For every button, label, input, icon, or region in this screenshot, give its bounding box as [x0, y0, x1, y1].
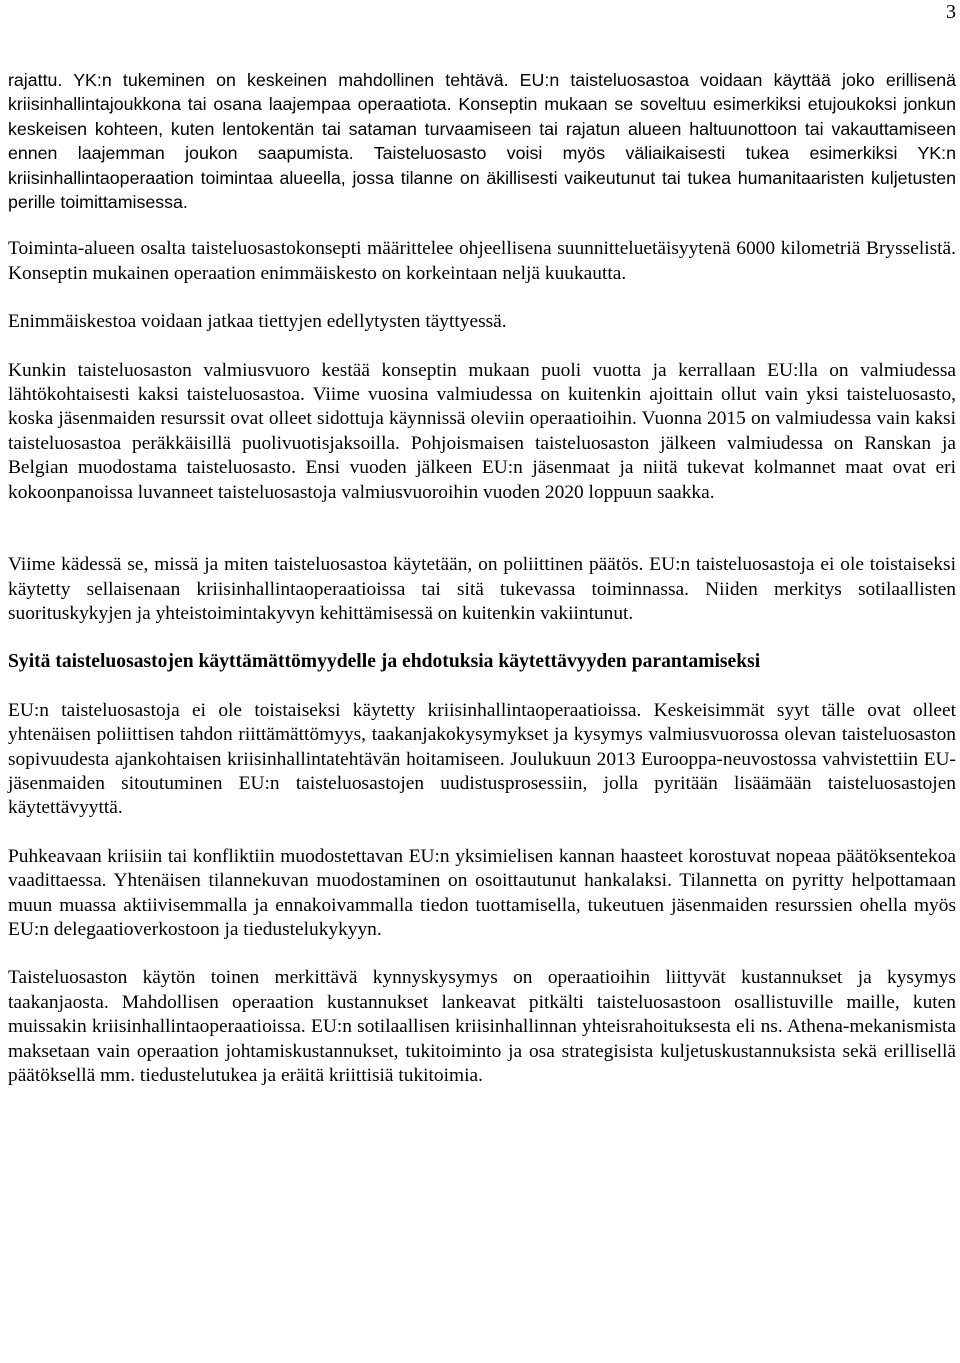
paragraph-duration-extension: Enimmäiskestoa voidaan jatkaa tiettyjen edellytysten täyttyessä.: [8, 311, 507, 333]
paragraph-standby-rotation: Kunkin taisteluosaston valmiusvuoro kestää konseptin mukaan puoli vuotta ja kerrallaan EU:lla on valmiudessa lähtökohtaisesti kaksi taisteluosastoa. Viime vuosina valmiudessa on kuitenkin ajoittain ollut vain yksi taisteluosasto, koska jäsenmaiden resurssit ovat olleet sidottuja käynnissä oleviin operaatioihin. Vuonna 2015 on valmiudessa vain kaksi taisteluosastoa peräkkäisillä puolivuotisjaksoilla. Pohjoismaisen taisteluosaston jälkeen valmiudessa on Ranskan ja Belgian muodostama taisteluosasto. Ensi vuoden jälkeen EU:n jäsenmaat ja niitä tukevat kolmannet maat ovat eri kokoonpanoissa luvanneet taisteluosastoja valmiusvuoroihin vuoden 2020 loppuun saakka.: [8, 359, 956, 503]
page-number: 3: [946, 1, 956, 23]
paragraph-battlegroup-tasks: rajattu. YK:n tukeminen on keskeinen mahdollinen tehtävä. EU:n taisteluosastoa voidaan käyttää joko erillisenä kriisinhallintajoukkona tai osana laajempaa operaatiota. Konseptin mukaan se soveltuu esimerkiksi etujoukoksi jonkun keskeisen kohteen, kuten lentokentän tai sataman turvaamiseen tai rajatun alueen haltuunottoon tai vakauttamiseen ennen laajemman joukon saapumista. Taisteluosasto voisi myös väliaikaisesti tukea esimerkiksi YK:n kriisinhallintaoperaation toimintaa alueella, jossa tilanne on äkillisesti vaikeutunut tai tukea humanitaaristen kuljetusten perille toimittamisessa.: [8, 70, 956, 213]
section-heading: Syitä taisteluosastojen käyttämättömyydelle ja ehdotuksia käytettävyyden parantamiseksi: [8, 651, 761, 673]
document-body: [8, 68, 956, 1088]
paragraph-costs-burden-sharing: Taisteluosaston käytön toinen merkittävä kynnyskysymys on operaatioihin liittyvät kustannukset ja kysymys taakanjaosta. Mahdollisen operaation kustannukset lankeavat pitkälti taisteluosastoon osallistuville maille, kuten muissakin kriisinhallintaoperaatioissa. EU:n sotilaallisen kriisinhallinnan yhteisrahoituksesta eli ns. Athena-mekanismista maksetaan vain operaation johtamiskustannukset, tukitoiminto ja osa strategisista kuljetuskustannuksista sekä erillisellä päätöksellä mm. tiedustelutukea ja eräitä kriittisiä tukitoimia.: [8, 967, 956, 1086]
paragraph-political-decision: Viime kädessä se, missä ja miten taisteluosastoa käytetään, on poliittinen päätös. EU:n taisteluosastoja ei ole toistaiseksi käytetty sellaisenaan kriisinhallintaoperaatioissa tai sitä tukevassa toiminnassa. Niiden merkitys sotilaallisten suorituskykyjen ja yhteistoimintakyvyn kehittämisessä on kuitenkin vakiintunut.: [8, 554, 956, 624]
paragraph-unified-position: Puhkeavaan kriisiin tai konfliktiin muodostettavan EU:n yksimielisen kannan haasteet korostuvat nopeaa päätöksentekoa vaadittaessa. Yhtenäisen tilannekuvan muodostaminen on osoittautunut hankalaksi. Tilannetta on pyritty helpottamaan muun muassa aktiivisemmalla ja ennakoivammalla tiedon tuottamisella, tukeutuen jäsenmaiden resurssien ohella myös EU:n delegaatioverkostoon ja tiedustelukykyyn.: [8, 845, 956, 940]
paragraph-reasons-unused: EU:n taisteluosastoja ei ole toistaiseksi käytetty kriisinhallintaoperaatioissa. Keskeisimmät syyt tälle ovat olleet yhtenäisen poliittisen tahdon riittämättömyys, taakanjakokysymykset ja kysymys valmiusvuorossa olevan taisteluosaston sopivuudesta ajankohtaisen kriisinhallintatehtävän hoitamiseen. Joulukuun 2013 Eurooppa-neuvostossa vahvistettiin EU-jäsenmaiden sitoutuminen EU:n taisteluosastojen uudistusprosessiin, jolla pyritään lisäämään taisteluosastojen käytettävyyttä.: [8, 699, 956, 819]
paragraph-operating-area: Toiminta-alueen osalta taisteluosastokonsepti määrittelee ohjeellisena suunnitteluetäisyytenä 6000 kilometriä Brysselistä. Konseptin mukainen operaation enimmäiskesto on korkeintaan neljä kuukautta.: [8, 238, 956, 284]
